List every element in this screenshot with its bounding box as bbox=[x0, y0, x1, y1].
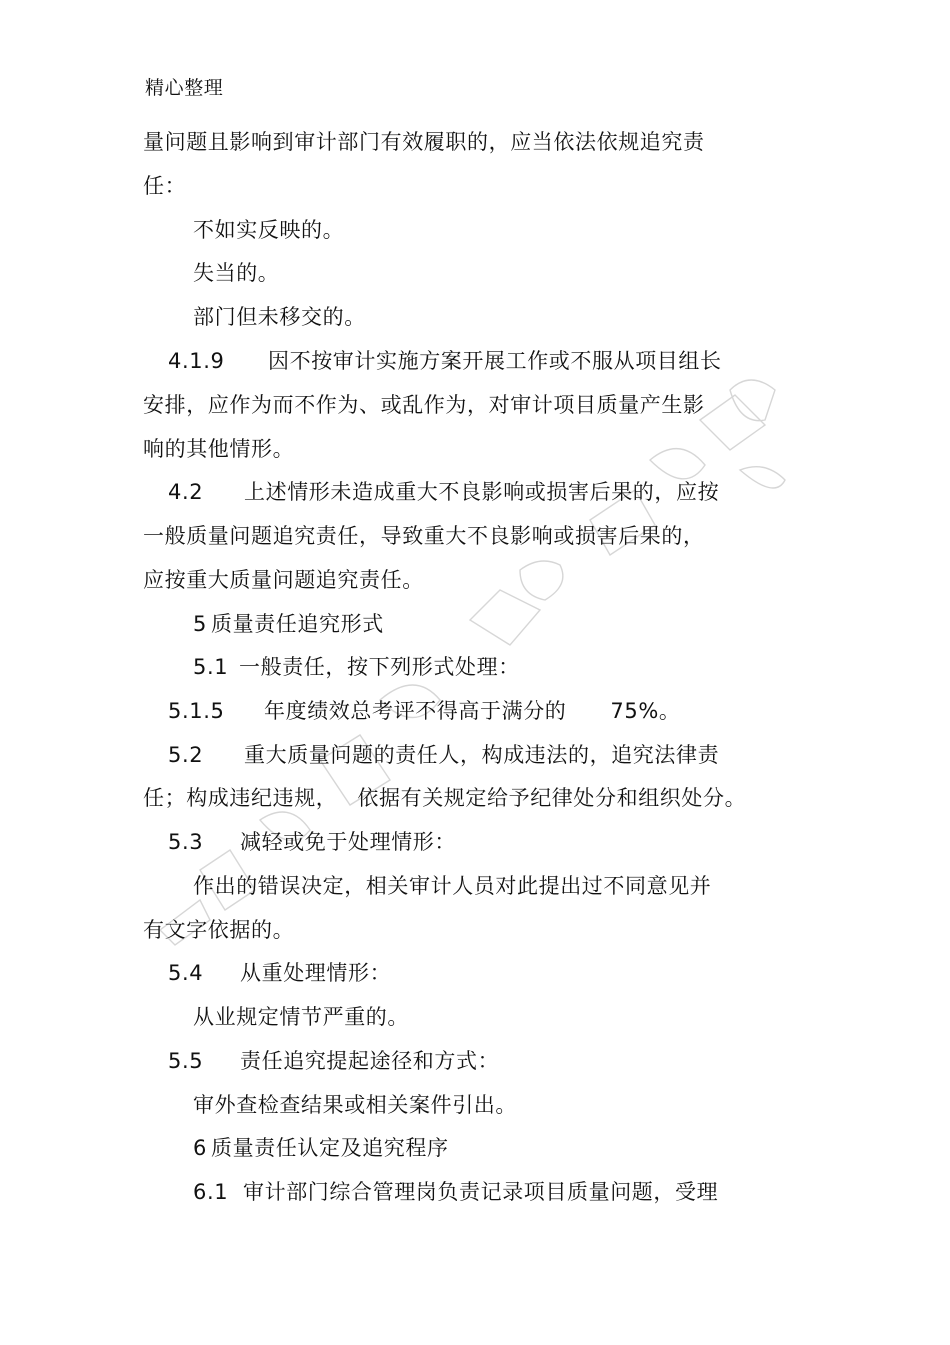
body-line: 不如实反映的。 bbox=[193, 218, 345, 242]
body-line: 作出的错误决定，相关审计人员对此提出过不同意见并 bbox=[193, 874, 712, 898]
section-number: 5.5 bbox=[168, 1049, 204, 1073]
section-number: 4.1.9 bbox=[168, 349, 225, 373]
section-number: 6 bbox=[193, 1136, 207, 1160]
section-5-5: 5.5 责任追究提起途径和方式： bbox=[168, 1046, 499, 1076]
body-line: 任： bbox=[143, 174, 187, 198]
section-number: 6.1 bbox=[193, 1180, 229, 1204]
section-number: 5.1 bbox=[193, 655, 229, 679]
page-header: 精心整理 bbox=[145, 77, 224, 99]
section-number: 5 bbox=[193, 612, 207, 636]
body-line: 任；构成违纪违规， 依据有关规定给予纪律处分和组织处分。 bbox=[143, 786, 747, 810]
section-6-heading: 6 质量责任认定及追究程序 bbox=[193, 1133, 449, 1163]
section-5-1-5: 5.1.5 年度绩效总考评不得高于满分的 75%。 bbox=[168, 696, 680, 726]
section-6-1: 6.1 审计部门综合管理岗负责记录项目质量问题，受理 bbox=[193, 1177, 718, 1207]
body-line: 部门但未移交的。 bbox=[193, 305, 366, 329]
body-line: 安排，应作为而不作为、或乱作为，对审计项目质量产生影 bbox=[143, 393, 705, 417]
body-line: 应按重大质量问题追究责任。 bbox=[143, 568, 424, 592]
section-number: 5.4 bbox=[168, 961, 204, 985]
section-4-2: 4.2 上述情形未造成重大不良影响或损害后果的，应按 bbox=[168, 477, 719, 507]
body-line: 一般质量问题追究责任，导致重大不良影响或损害后果的， bbox=[143, 524, 705, 548]
body-line: 审外查检查结果或相关案件引出。 bbox=[193, 1093, 517, 1117]
section-number: 5.2 bbox=[168, 743, 204, 767]
body-line: 失当的。 bbox=[193, 261, 280, 285]
section-number: 5.3 bbox=[168, 830, 204, 854]
section-4-1-9: 4.1.9 因不按审计实施方案开展工作或不服从项目组长 bbox=[168, 346, 722, 376]
body-line: 从业规定情节严重的。 bbox=[193, 1005, 409, 1029]
body-line: 有文字依据的。 bbox=[143, 918, 295, 942]
section-number: 5.1.5 bbox=[168, 699, 225, 723]
section-5-heading: 5 质量责任追究形式 bbox=[193, 609, 384, 639]
body-line: 响的其他情形。 bbox=[143, 437, 295, 461]
body-line: 量问题且影响到审计部门有效履职的，应当依法依规追究责 bbox=[143, 130, 705, 154]
section-5-4: 5.4 从重处理情形： bbox=[168, 958, 391, 988]
section-number: 4.2 bbox=[168, 480, 204, 504]
section-5-3: 5.3 减轻或免于处理情形： bbox=[168, 827, 456, 857]
section-5-2: 5.2 重大质量问题的责任人，构成违法的，追究法律责 bbox=[168, 740, 719, 770]
section-5-1: 5.1 一般责任，按下列形式处理： bbox=[193, 652, 520, 682]
